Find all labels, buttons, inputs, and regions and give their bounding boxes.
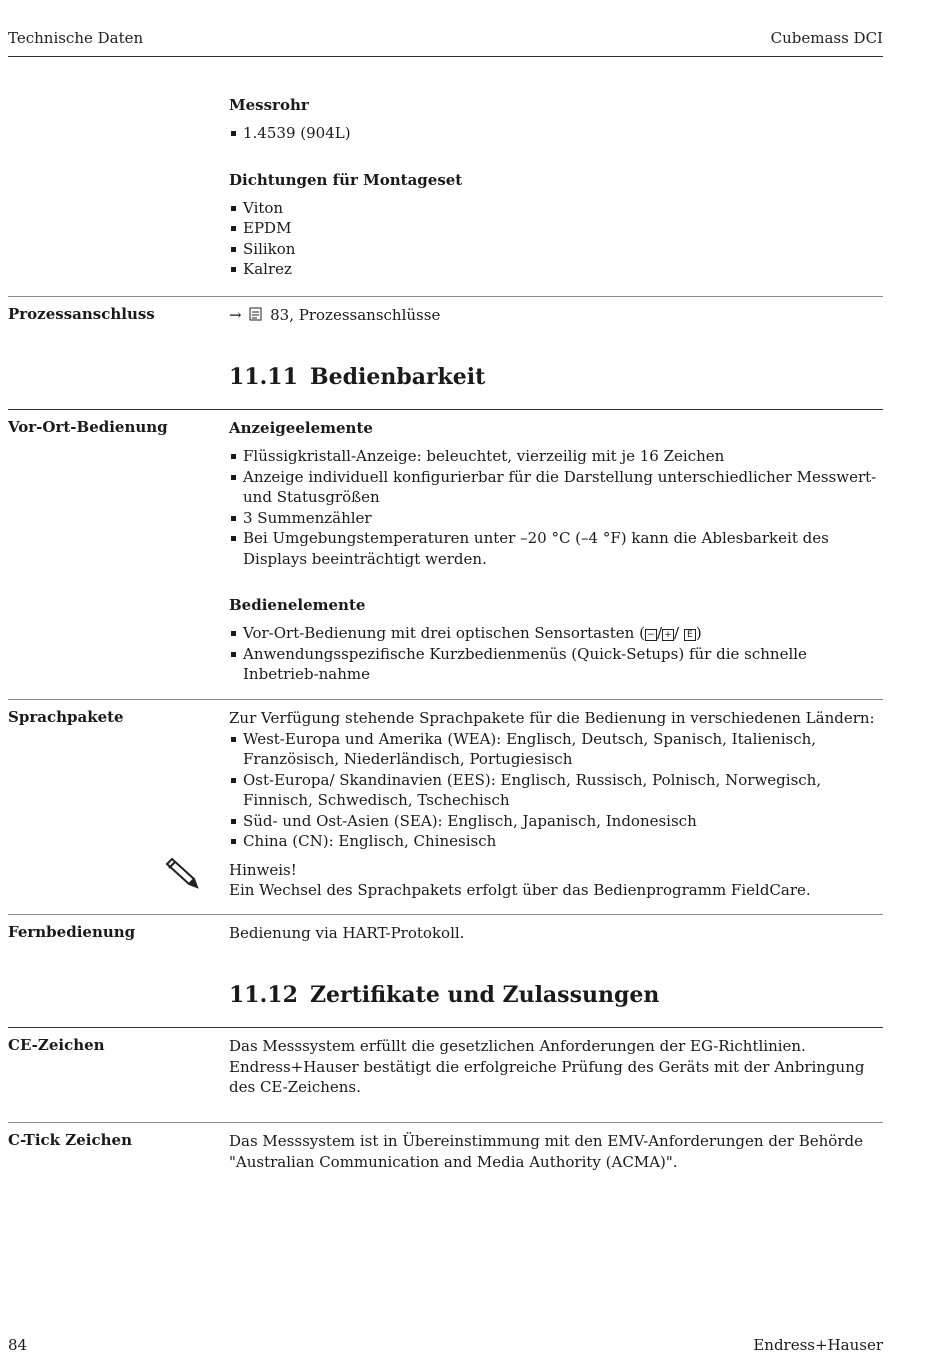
note-title: Hinweis! [229,860,297,879]
materials-block [229,95,884,280]
tube-title: Messrohr [229,96,309,114]
remote-operation-text: Bedienung via HART-Protokoll. [229,924,465,942]
list-item: Silikon [229,239,884,260]
separator: / [674,624,684,642]
process-connection-ref-text: 83, Prozessanschlüsse [270,306,441,324]
ce-line-1: Das Messsystem erfüllt die gesetzlichen Anforderungen der EG-Richtlinien. [229,1037,806,1055]
enter-key-icon: E [684,629,696,641]
controls-title: Bedienelemente [229,596,366,614]
languages-intro: Zur Verfügung stehende Sprachpakete für die Bedienung in verschiedenen Ländern: [229,709,875,727]
list-item: Viton [229,198,884,219]
row-label-ctick: C-Tick Zeichen [8,1131,132,1149]
list-item: 3 Summenzähler [229,508,884,529]
note-text: Ein Wechsel des Sprachpakets erfolgt über das Bedienprogramm FieldCare. [229,881,811,899]
controls-list [229,623,884,685]
list-item: Bei Umgebungstemperaturen unter –20 °C (–4 °F) kann die Ablesbarkeit des Displays beeinträchtigt werden. [229,528,884,569]
list-item: Ost-Europa/ Skandinavien (EES): Englisch, Russisch, Polnisch, Norwegisch, Finnisch, Schwedisch, Tschechisch [229,770,884,811]
section-number: 11.11 [229,364,298,390]
section-title: Bedienbarkeit [310,364,486,390]
pencil-note-icon [161,856,201,890]
seals-title: Dichtungen für Montageset [229,170,463,189]
header-rule [8,56,883,57]
list-item [229,623,884,644]
section-rule [8,1027,883,1028]
close-paren: ) [695,624,702,642]
process-connection-ref[interactable] [229,305,884,326]
running-header-left: Technische Daten [8,29,144,47]
display-list [229,446,884,569]
list-item: 1.4539 (904L) [229,123,884,144]
list-item: Kalrez [229,259,884,280]
row-divider [8,296,883,297]
row-label-ce: CE-Zeichen [8,1036,105,1054]
separator: / [656,624,663,642]
display-title: Anzeigeelemente [229,419,373,437]
document-icon [249,307,262,321]
section-rule [8,409,883,410]
section-number: 11.12 [229,982,298,1008]
row-label-process-connection: Prozessanschluss [8,305,155,323]
languages-block [229,708,884,901]
plus-key-icon: + [662,629,674,641]
ctick-text: Das Messsystem ist in Übereinstimmung mit den EMV-Anforderungen der Behörde "Australian Communication and Media Authority (ACMA)". [229,1132,863,1171]
seals-list [229,198,884,280]
row-label-languages: Sprachpakete [8,708,124,726]
list-item: Flüssigkristall-Anzeige: beleuchtet, vierzeilig mit je 16 Zeichen [229,446,884,467]
row-label-local-operation: Vor-Ort-Bedienung [8,418,168,436]
control-item-text: Vor-Ort-Bedienung mit drei optischen Sensortasten ( [243,624,645,642]
tube-list [229,123,884,144]
footer-brand: Endress+Hauser [753,1336,883,1354]
list-item: EPDM [229,218,884,239]
languages-list [229,729,884,852]
row-divider [8,1122,883,1123]
row-divider [8,914,883,915]
list-item: China (CN): Englisch, Chinesisch [229,831,884,852]
ce-block [229,1036,884,1098]
list-item: Anwendungsspezifische Kurzbedienmenüs (Quick-Setups) für die schnelle Inbetrieb-nahme [229,644,884,685]
page-number: 84 [8,1336,28,1354]
running-header-right: Cubemass DCI [770,29,883,47]
list-item: Anzeige individuell konfigurierbar für die Darstellung unterschiedlicher Messwert- und Statusgrößen [229,467,884,508]
row-divider [8,699,883,700]
minus-key-icon: − [645,629,657,641]
section-heading-11-11 [229,364,485,390]
local-operation-block [229,418,884,685]
list-item: West-Europa und Amerika (WEA): Englisch, Deutsch, Spanisch, Italienisch, Französisch, Niederländisch, Portugiesisch [229,729,884,770]
list-item: Süd- und Ost-Asien (SEA): Englisch, Japanisch, Indonesisch [229,811,884,832]
row-label-remote-operation: Fernbedienung [8,923,136,941]
section-title: Zertifikate und Zulassungen [310,982,660,1008]
section-heading-11-12 [229,982,659,1008]
arrow-icon: → [229,306,242,324]
ce-line-2: Endress+Hauser bestätigt die erfolgreiche Prüfung des Geräts mit der Anbringung des CE-Zeichens. [229,1057,865,1096]
